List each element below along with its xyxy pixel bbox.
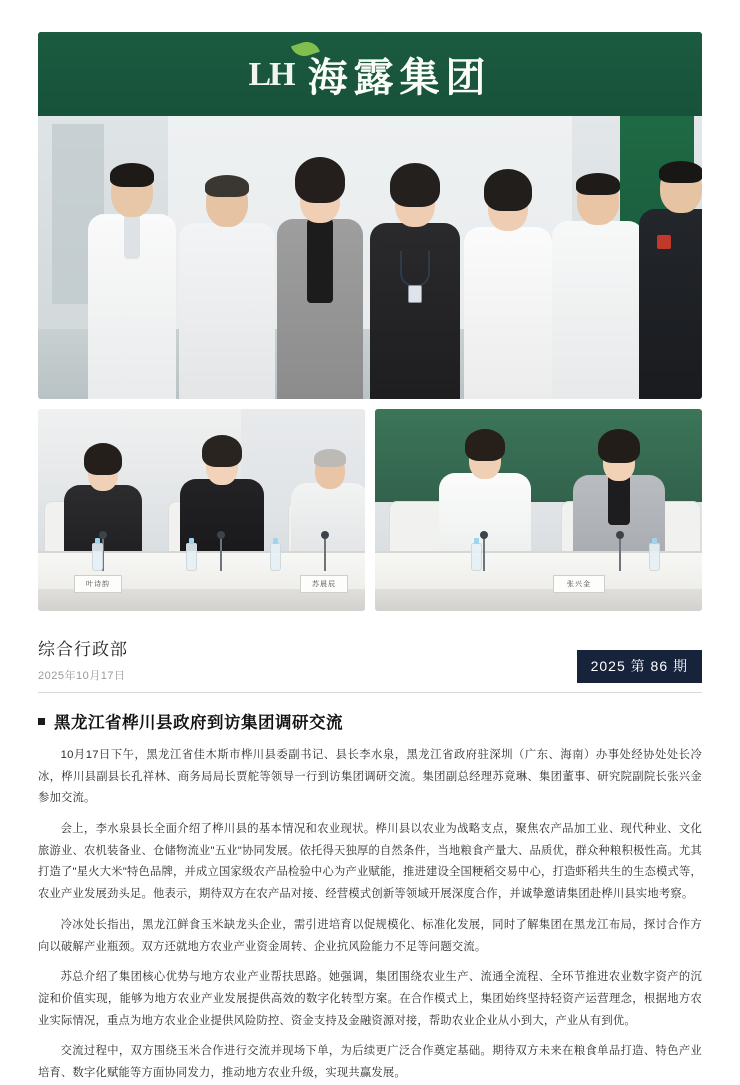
person-body [552, 221, 644, 399]
person-7 [638, 147, 702, 399]
page-title: 黑龙江省桦川县政府到访集团调研交流 [54, 714, 343, 732]
company-logo: LH [248, 55, 294, 93]
person-5 [462, 169, 554, 399]
person-body [179, 223, 275, 399]
microphone [324, 537, 326, 571]
water-bottle [471, 543, 482, 571]
person-2 [178, 167, 276, 399]
photo-row [38, 409, 702, 611]
department-name: 综合行政部 [38, 640, 128, 659]
person-inner-top [307, 219, 333, 303]
water-bottle [649, 543, 660, 571]
party-emblem [657, 235, 671, 249]
person-hair [465, 429, 505, 461]
square-bullet-icon [38, 718, 45, 725]
person-hair [84, 443, 122, 475]
paragraph: 10月17日下午，黑龙江省佳木斯市桦川县委副书记、县长李水泉，黑龙江省政府驻深圳（广东、海南）办事处经协处处长冷冰，桦川县副县长孔祥林、商务局局长贾舵等领导一行到访集团调研交流。集团副总经理苏竟琳、集团董事、研究院副院长张兴金参加交流。 [38, 749, 702, 805]
person-body [464, 227, 552, 399]
paragraph: 交流过程中，双方围绕玉米合作进行交流并现场下单，为后续更广泛合作奠定基础。期待双方未来在粮食单品打造、特色产业培育、数字化赋能等方面协同发力，推动地方农业升级，实现共赢发展。 [38, 1045, 702, 1079]
name-card: 苏晨辰 [300, 575, 348, 593]
water-bottle [186, 543, 197, 571]
header-divider [38, 692, 702, 693]
person-3 [274, 159, 366, 399]
water-bottle [270, 543, 281, 571]
person-hair [202, 435, 242, 467]
person-hair [314, 449, 346, 467]
person-hair [110, 163, 154, 187]
paragraph: 会上，李水泉县长全面介绍了桦川县的基本情况和农业现状。桦川县以农业为战略支点，聚焦农产品加工业、现代种业、文化旅游业、农机装备业、仓储物流业"五业"协同发展。依托得天独厚的自然条件，当地粮食产量大、品质优，群众种粮积极性高。尤其打造了"星火大米"特色品牌，并成立国家级农产品检验中心为产业赋能，推进建设全国粳稻交易中心，打造虾稻共生的生态模式等，农业产业发展劲头足。他表示，期待双方在农产品对接、经营模式创新等领域开展深度合作，并诚挚邀请集团赴桦川县实地考察。 [38, 823, 702, 901]
person-body [370, 223, 460, 399]
company-banner [38, 32, 702, 116]
name-card: 叶诗韵 [74, 575, 122, 593]
person-6 [550, 161, 646, 399]
person-hair [598, 429, 640, 463]
article-body [38, 745, 702, 1085]
seated-person-1 [437, 427, 533, 565]
name-card: 张兴金 [553, 575, 605, 593]
seated-person-3 [290, 441, 365, 565]
person-hair [659, 161, 702, 183]
person-hair [576, 173, 620, 195]
hero-photo [38, 32, 702, 399]
meeting-photo-left [38, 409, 365, 611]
person-inner-top [608, 475, 630, 525]
paragraph: 苏总介绍了集团核心优势与地方农业产业帮扶思路。她强调，集团围绕农业生产、流通全流程、全环节推进农业数字资产的沉淀和价值实现，能够为地方农业产业发展提供高效的数字化转型方案。在合作模式上，集团始终坚持轻资产运营理念，根据地方农业实际情况，重点为地方农业企业提供风险防控、资金支持及金融资源对接，帮助农业企业从小到大，产业从有到优。 [38, 971, 702, 1027]
person-hair [484, 169, 532, 211]
table-skirt [375, 589, 702, 611]
microphone [220, 537, 222, 571]
microphone [619, 537, 621, 571]
department-block [38, 635, 128, 683]
person-collar [124, 213, 140, 259]
water-bottle [92, 543, 103, 571]
person-1 [86, 154, 178, 399]
title-row [38, 709, 702, 733]
paragraph: 冷冰处长指出，黑龙江鲜食玉米缺龙头企业，需引进培育以促规模化、标准化发展，同时了解集团在黑龙江布局，探讨合作方向以破解产业瓶颈。双方还就地方农业产业资金周转、企业抗风险能力不足等问题交流。 [38, 918, 702, 953]
person-hair [390, 163, 440, 207]
lanyard [400, 251, 430, 287]
publish-date: 2025年10月17日 [38, 670, 126, 682]
issue-badge: 2025 第 86 期 [577, 650, 702, 683]
id-badge [408, 285, 422, 303]
document-header [38, 635, 702, 683]
person-hair [295, 157, 345, 203]
company-name: 海露集团 [307, 55, 492, 101]
meeting-photo-right [375, 409, 702, 611]
microphone [483, 537, 485, 571]
person-4 [368, 163, 462, 399]
person-hair [205, 175, 249, 197]
